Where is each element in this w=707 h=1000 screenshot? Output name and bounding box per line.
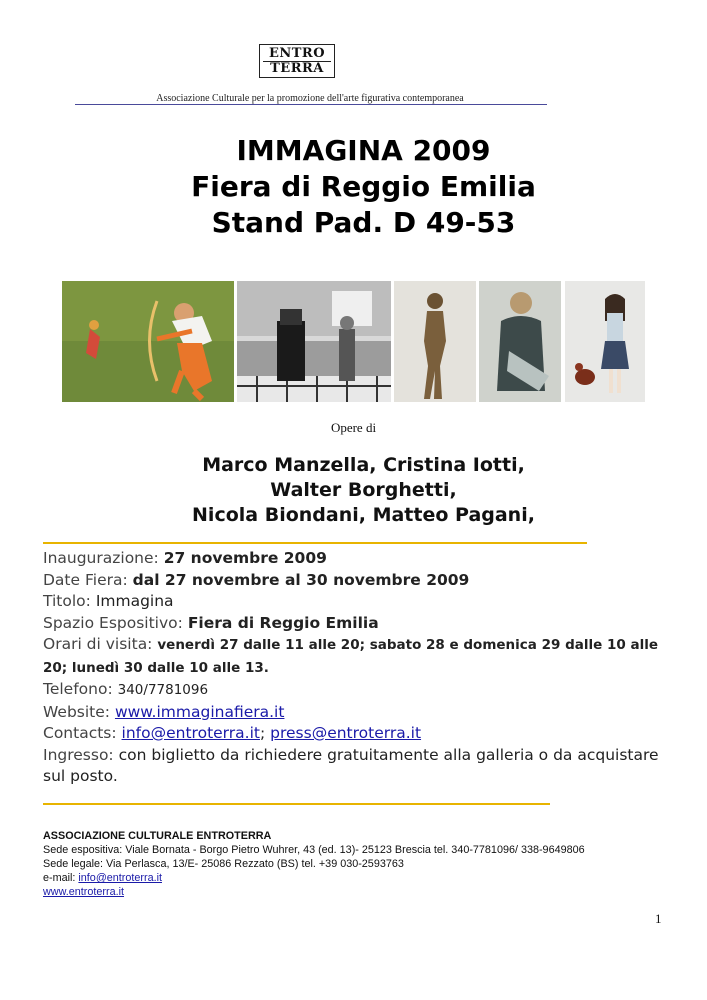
inaugurazione-value: 27 novembre 2009 [163, 549, 327, 567]
entroterra-logo [259, 44, 335, 78]
website-label: Website: [43, 702, 111, 721]
titolo-value: Immagina [95, 592, 174, 610]
artwork-photo-girl-hen [565, 281, 645, 402]
info-contacts [43, 723, 673, 745]
footer-web-row [43, 885, 683, 899]
contact-email-press[interactable]: press@entroterra.it [270, 724, 422, 742]
info-date-fiera [43, 570, 673, 592]
footer-email-label: e-mail: [43, 872, 79, 884]
title-line-2: Fiera di Reggio Emilia [191, 170, 536, 203]
website-link[interactable]: www.immaginafiera.it [114, 702, 285, 721]
artists-line-2: Walter Borghetti, [270, 479, 457, 501]
divider-bottom [43, 803, 550, 805]
contact-email-info[interactable]: info@entroterra.it [121, 724, 260, 742]
ingresso-value: con biglietto da richiedere gratuitamente alla galleria o da acquistare sul posto. [43, 745, 659, 785]
title-line-3: Stand Pad. D 49-53 [211, 206, 516, 239]
association-tagline: Associazione Culturale per la promozione dell'arte figurativa contemporanea [156, 93, 464, 104]
orari-value: venerdì 27 dalle 11 alle 20; sabato 28 e domenica 29 dalle 10 alle 20; lunedì 30 dalle 10 alle 13. [43, 637, 658, 676]
contacts-label: Contacts: [43, 724, 117, 742]
tagline-rule [75, 104, 547, 105]
titolo-label: Titolo: [43, 592, 91, 610]
footer-association-name: ASSOCIAZIONE CULTURALE ENTROTERRA [43, 830, 272, 842]
info-inaugurazione [43, 548, 673, 570]
date-fiera-label: Date Fiera: [43, 570, 128, 589]
page-number: 1 [655, 911, 662, 926]
footer [43, 829, 683, 899]
artwork-photo-kitchen [237, 281, 391, 402]
orari-label: Orari di visita: [43, 635, 153, 653]
artists-line-3: Nicola Biondani, Matteo Pagani, [192, 504, 535, 526]
artwork-photo-woman-back [479, 281, 561, 402]
telefono-value: 340/7781096 [117, 682, 209, 698]
info-ingresso [43, 745, 673, 788]
date-fiera-value: dal 27 novembre al 30 novembre 2009 [132, 570, 470, 589]
logo-line-1: ENTRO [263, 47, 331, 62]
info-spazio [43, 613, 673, 635]
inaugurazione-label: Inaugurazione: [43, 549, 159, 567]
footer-email-row [43, 871, 683, 885]
divider-top [43, 542, 587, 544]
footer-sede-legale: Sede legale: Via Perlasca, 13/E- 25086 Rezzato (BS) tel. +39 030-2593763 [43, 858, 404, 870]
info-titolo [43, 591, 673, 613]
info-orari [43, 634, 673, 679]
event-title [60, 133, 667, 241]
contacts-separator: ; [259, 724, 266, 742]
logo-line-2: TERRA [270, 61, 324, 76]
opere-di-label: Opere di [330, 420, 377, 435]
artwork-photo-sculpture [394, 281, 476, 402]
info-website [43, 702, 673, 724]
spazio-label: Spazio Espositivo: [43, 613, 183, 632]
telefono-label: Telefono: [43, 680, 113, 698]
title-line-1: IMMAGINA 2009 [236, 134, 491, 167]
event-info [43, 548, 673, 788]
info-telefono [43, 679, 673, 702]
footer-email-link[interactable]: info@entroterra.it [78, 872, 162, 884]
artists-line-1: Marco Manzella, Cristina Iotti, [202, 454, 525, 476]
footer-sede-espositiva: Sede espositiva: Viale Bornata - Borgo Pietro Wuhrer, 43 (ed. 13)- 25123 Brescia tel. 340-7781096/ 338-9649806 [43, 844, 585, 856]
footer-web-link[interactable]: www.entroterra.it [43, 886, 125, 898]
ingresso-label: Ingresso: [43, 745, 114, 764]
artists-list [60, 453, 667, 528]
spazio-value: Fiera di Reggio Emilia [187, 613, 379, 632]
artwork-photo-archer [62, 281, 234, 402]
